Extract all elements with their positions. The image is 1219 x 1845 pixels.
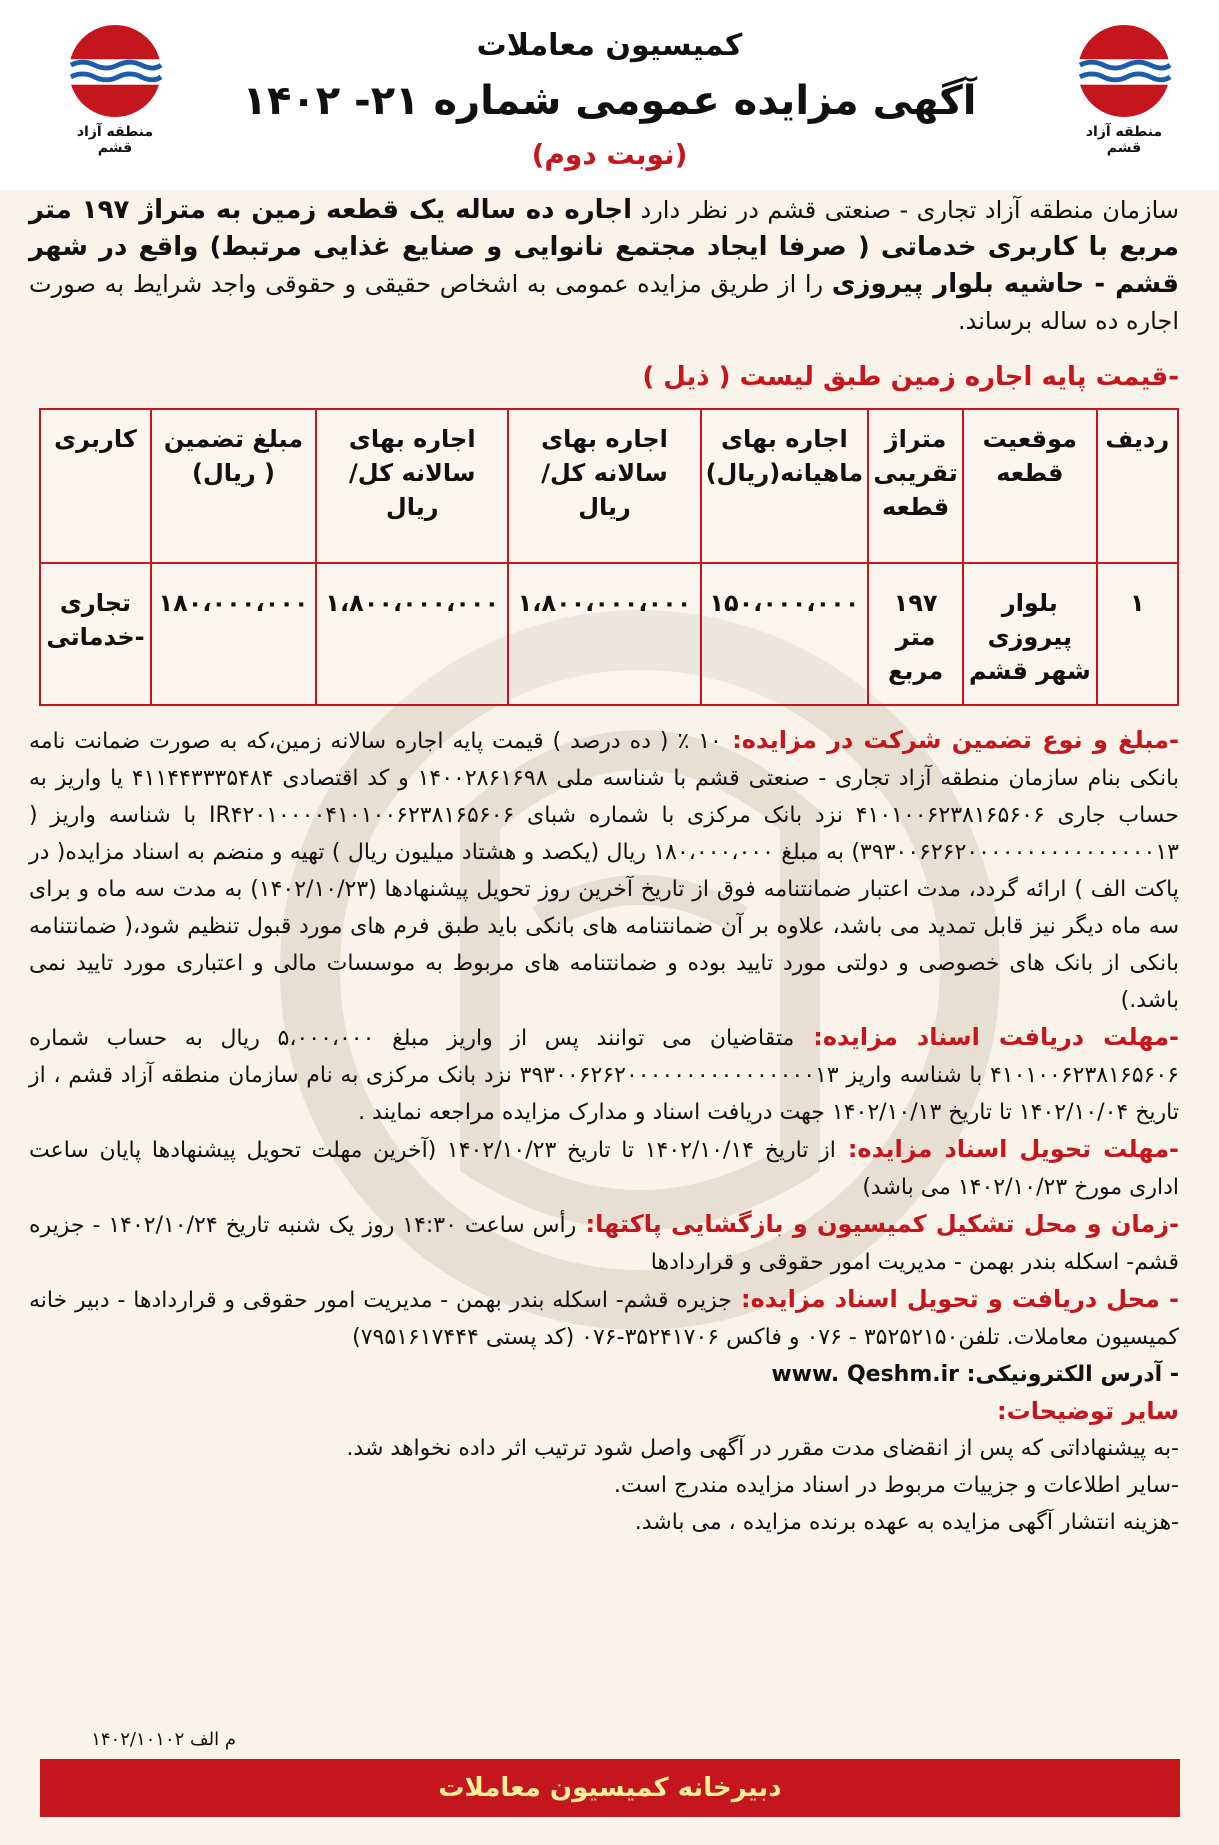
table-row	[40, 563, 1178, 705]
logo-caption-left: منطقه آزاد قشم	[76, 124, 154, 156]
table-header-row	[40, 409, 1178, 563]
conditions-body	[29, 722, 1179, 1541]
intro-paragraph	[29, 192, 1179, 340]
table-header-cell: اجاره بهای سالانه کل/ ریال	[316, 409, 508, 563]
note-item: -هزینه انتشار آگهی مزایده به عهده برنده مزایده ، می باشد.	[634, 1510, 1179, 1535]
table-cell: ۱۵۰،۰۰۰،۰۰۰	[701, 563, 868, 705]
website-label: - آدرس الکترونیکی:	[959, 1362, 1179, 1387]
footer-banner: دبیرخانه کمیسیون معاملات	[40, 1759, 1180, 1817]
table-header-cell: اجاره بهای ماهیانه(ریال)	[701, 409, 868, 563]
logo-caption-right: منطقه آزاد قشم	[1085, 124, 1163, 156]
intro-text-1: سازمان منطقه آزاد تجاری - صنعتی قشم در نظر دارد	[632, 196, 1180, 224]
place-text: جزیره قشم- اسکله بندر بهمن - مدیریت امور حقوقی و قراردادها - دبیر خانه کمیسیون معاملات. تلفن۳۵۲۵۲۱۵۰ - ۰۷۶ و فاکس ۳۵۲۴۱۷۰۶-۰۷۶ (کد پستی ۷۹۵۱۶۱۷۴۴۴)	[29, 1288, 1179, 1350]
session-heading: -زمان و محل تشکیل کمیسیون و بازگشایی پاکتها:	[576, 1210, 1180, 1238]
website-link[interactable]: www. Qeshm.ir	[771, 1362, 959, 1387]
deliver-heading: -مهلت تحویل اسناد مزایده:	[835, 1135, 1180, 1163]
guarantee-text: ۱۰ ٪ ( ده درصد ) قیمت پایه اجاره سالانه زمین،که به صورت ضمانت نامه بانکی بنام سازمان منطقه آزاد تجاری - صنعتی قشم با شناسه ملی ۱۴۰۰۲۸۶۱۶۹۸ و کد اقتصادی ۴۱۱۴۴۳۳۳۵۴۸۴ یا واریز به حساب جاری ۴۱۰۱۰۰۶۲۳۸۱۶۵۶۰۶ نزد بانک مرکزی با شماره شبای IR۴۲۰۱۰۰۰۰۴۱۰۱۰۰۶۲۳۸۱۶۵۶۰۶ با شناسه واریز ( ۳۹۳۰۰۶۲۶۲۰۰۰۰۰۰۰۰۰۰۰۰۰۰۰۰۱۳) به مبلغ ۱۸۰،۰۰۰،۰۰۰ ریال (یکصد و هشتاد میلیون ریال ) تهیه و منضم به اسناد مزایده( در پاکت الف ) ارائه گردد، مدت اعتبار ضمانتنامه فوق از تاریخ آخرین روز تحویل پیشنهادها (۱۴۰۲/۱۰/۲۳) به مدت سه ماه و برای سه ماه دیگر نیز قابل تمدید می باشد، علاوه بر آن ضمانتنامه های بانکی باید طبق فرم های مورد قبول تنظیم شود،( ضمانتنامه بانکی از بانک های خصوصی و دولتی مورد تایید بوده و ضمانتنامه های مربوط به موسسات مالی و اعتباری مورد تایید نمی باشد.)	[29, 729, 1180, 1013]
place-heading: - محل دریافت و تحویل اسناد مزایده:	[731, 1285, 1179, 1313]
table-cell: ۱،۸۰۰،۰۰۰،۰۰۰	[508, 563, 700, 705]
table-header-cell: کاربری	[40, 409, 151, 563]
session-text: رأس ساعت ۱۴:۳۰ روز یک شنبه تاریخ ۱۴۰۲/۱۰/۲۴ - جزیره قشم- اسکله بندر بهمن - مدیریت امور حقوقی و قراردادها	[29, 1213, 1179, 1275]
note-item: -به پیشنهاداتی که پس از انقضای مدت مقرر در آگهی واصل شود ترتیب اثر داده نخواهد شد.	[346, 1436, 1179, 1461]
table-cell: ۱،۸۰۰،۰۰۰،۰۰۰	[316, 563, 508, 705]
receive-text: متقاضیان می توانند پس از واریز مبلغ ۵،۰۰۰،۰۰۰ ریال به حساب شماره ۴۱۰۱۰۰۶۲۳۸۱۶۵۶۰۶ با شناسه واریز ۳۹۳۰۰۶۲۶۲۰۰۰۰۰۰۰۰۰۰۰۰۰۰۰۰۱۳ نزد بانک مرکزی به نام سازمان منطقه آزاد قشم ، از تاریخ ۱۴۰۲/۱۰/۰۴ تا تاریخ ۱۴۰۲/۱۰/۱۳ جهت دریافت اسناد و مدارک مزایده مراجعه نمایند .	[29, 1026, 1179, 1125]
price-list-heading: -قیمت پایه اجاره زمین طبق لیست ( ذیل )	[642, 362, 1179, 392]
header	[0, 0, 1219, 190]
table-cell: ۱۹۷ متر مربع	[868, 563, 963, 705]
table-cell: تجاری -خدماتی	[40, 563, 151, 705]
reference-code: م الف ۱۴۰۲/۱۰۱۰۲	[91, 1729, 236, 1750]
table-cell: بلوار پیروزی شهر قشم	[963, 563, 1096, 705]
deliver-section	[29, 1131, 1179, 1206]
website-section	[29, 1356, 1179, 1393]
intro-bold: اجاره ده ساله یک قطعه زمین به متراژ ۱۹۷ متر مربع با کاربری خدماتی ( صرفا ایجاد مجتمع نانوایی و صنایع غذایی مرتبط) واقع در شهر قشم - حاشیه بلوار پیروزی	[29, 195, 1180, 299]
round-label: (نوبت دوم)	[531, 138, 688, 171]
table-header-cell: اجاره بهای سالانه کل/ ریال	[508, 409, 700, 563]
deliver-text: از تاریخ ۱۴۰۲/۱۰/۱۴ تا تاریخ ۱۴۰۲/۱۰/۲۳ (آخرین مهلت تحویل پیشنهادها پایان ساعت اداری مورخ ۱۴۰۲/۱۰/۲۳ می باشد)	[29, 1138, 1179, 1200]
receive-heading: -مهلت دریافت اسناد مزایده:	[794, 1023, 1179, 1051]
notes-heading: سایر توضیحات:	[997, 1397, 1179, 1425]
price-table	[39, 408, 1179, 706]
guarantee-section	[29, 722, 1179, 1019]
table-header-cell: متراژ تقریبی قطعه	[868, 409, 963, 563]
note-item: -سایر اطلاعات و جزییات مربوط در اسناد مزایده مندرج است.	[613, 1473, 1179, 1498]
table-cell: ۱	[1097, 563, 1178, 705]
table-cell: ۱۸۰،۰۰۰،۰۰۰	[151, 563, 316, 705]
intro-text-2: را از طریق مزایده عمومی به اشخاص حقیقی و حقوقی واجد شرایط به صورت اجاره ده ساله برساند.	[29, 270, 1179, 335]
table-header-cell: مبلغ تضمین ( ریال)	[151, 409, 316, 563]
session-section	[29, 1206, 1179, 1281]
place-section	[29, 1281, 1179, 1356]
receive-section	[29, 1019, 1179, 1131]
table-header-cell: موقعیت قطعه	[963, 409, 1096, 563]
auction-title: آگهی مزایده عمومی شماره ۲۱- ۱۴۰۲	[242, 78, 977, 124]
commission-title: کمیسیون معاملات	[476, 28, 743, 63]
table-header-cell: ردیف	[1097, 409, 1178, 563]
guarantee-heading: -مبلغ و نوع تضمین شرکت در مزایده:	[721, 726, 1179, 754]
